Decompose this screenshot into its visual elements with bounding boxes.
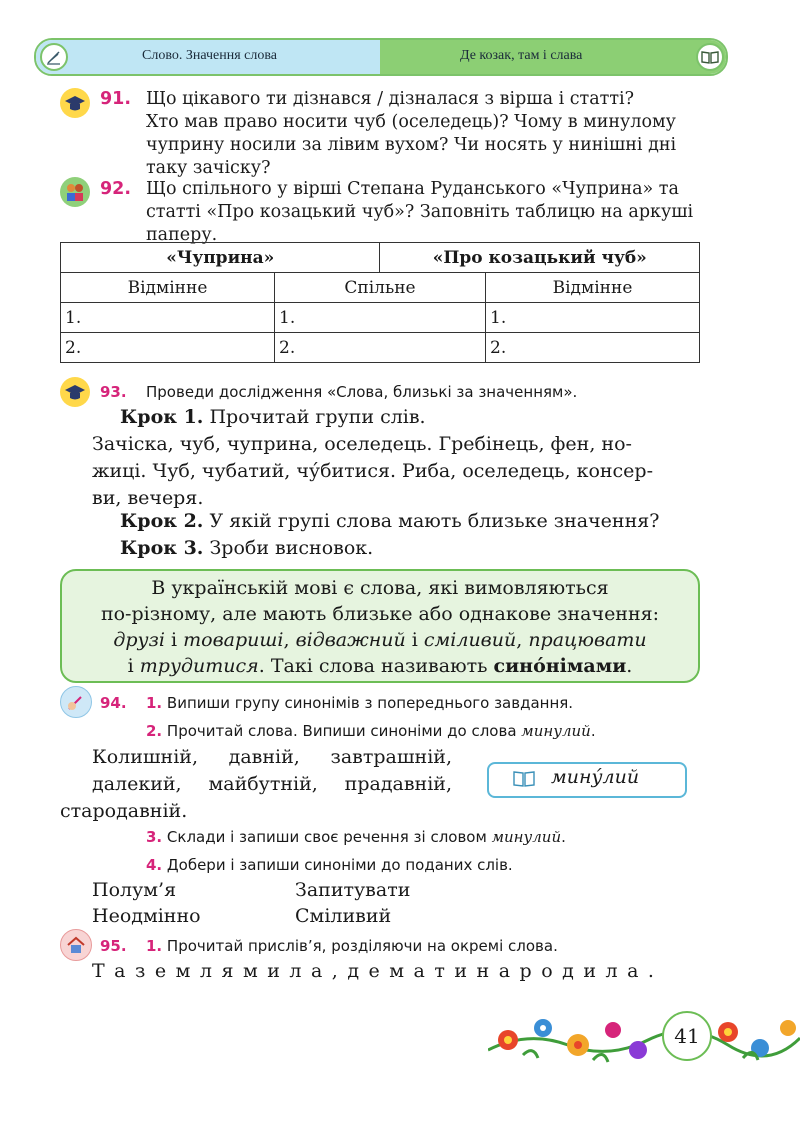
exercise-93-intro: Проведи дослідження «Слова, близькі за значенням».	[146, 383, 578, 401]
step-text: Прочитай групи слів.	[203, 406, 426, 428]
exercise-92-text	[146, 178, 706, 247]
text-line: Колишній, давній, завтрашній,	[92, 746, 452, 768]
word-groups	[92, 431, 700, 512]
book-icon	[513, 770, 535, 792]
text-line: ви, вечеря.	[92, 487, 204, 509]
step-2	[120, 508, 659, 535]
comparison-table	[60, 242, 700, 363]
exercise-92-number: 92.	[100, 179, 132, 199]
header-right-title: Де козак, там і слава	[460, 48, 583, 63]
home-icon	[60, 929, 92, 961]
table-header-left: «Чуприна»	[61, 243, 380, 273]
exercise-91-text	[146, 88, 706, 180]
rule-conclusion: і трудитися. Такі слова називають сино́німами.	[127, 655, 633, 677]
pair-word: Сміливий	[295, 905, 392, 927]
task-1: 1. Випиши групу синонімів з попереднього завдання.	[146, 694, 574, 712]
table-cell: 1.	[275, 303, 486, 333]
table-cell: 2.	[61, 333, 275, 363]
text-line: статті «Про козацький чуб»? Заповніть таблицю на аркуші	[146, 202, 694, 222]
task-4: 4. Добери і запиши синоніми до поданих слів.	[146, 856, 513, 874]
graduation-cap-icon	[60, 88, 90, 118]
table-cell: 1.	[61, 303, 275, 333]
text-line: чуприну носили за лівим вухом? Чи носять у нинішні дні	[146, 135, 677, 155]
book-icon	[696, 43, 724, 71]
writing-hand-icon	[60, 686, 92, 718]
text-line: Зачіска, чуб, чуприна, оселедець. Гребінець, фен, но-	[92, 433, 632, 455]
text-line: Що спільного у вірші Степана Руданського «Чуприна» та	[146, 179, 679, 199]
table-cell: 2.	[275, 333, 486, 363]
table-col-different-1: Відмінне	[61, 273, 275, 303]
step-3	[120, 535, 373, 562]
task-3: 3. Склади і запиши своє речення зі словом минулий.	[146, 828, 566, 846]
text-line: таку зачіску?	[146, 158, 271, 178]
step-text: У якій групі слова мають близьке значення?	[203, 510, 660, 532]
proverb-unspaced: Таземлямила,дематинародила.	[92, 960, 664, 982]
text-line: Що цікавого ти дізнався / дізналася з вірша і статті?	[146, 89, 634, 109]
exercise-93-number: 93.	[100, 383, 127, 401]
table-col-different-2: Відмінне	[486, 273, 700, 303]
task-2: 2. Прочитай слова. Випиши синоніми до слова минулий.	[146, 722, 596, 740]
page-header	[34, 38, 728, 76]
dictionary-word: мину́лий	[551, 766, 640, 788]
step-1	[120, 404, 426, 431]
table-cell: 1.	[486, 303, 700, 333]
pair-word: Запитувати	[295, 879, 411, 901]
step-text: Зроби висновок.	[203, 537, 374, 559]
exercise-95-number: 95.	[100, 937, 127, 955]
header-left-band	[36, 40, 380, 74]
text-line: паперу.	[146, 225, 218, 245]
task-1: 1. Прочитай прислів’я, розділяючи на окремі слова.	[146, 937, 558, 955]
rule-line: В українській мові є слова, які вимовляються	[151, 577, 609, 599]
pair-word: Полум’я	[92, 879, 177, 901]
step-label: Крок 3.	[120, 537, 204, 559]
synonym-words	[92, 744, 452, 798]
rule-box	[60, 569, 700, 683]
dictionary-word-box	[487, 762, 687, 798]
header-right-band	[380, 40, 726, 74]
step-label: Крок 2.	[120, 510, 204, 532]
exercise-94-number: 94.	[100, 694, 127, 712]
text-line: далекий, майбутній, прадавній,	[92, 773, 452, 795]
rule-examples: друзі і товариші, відважний і сміливий, працювати	[113, 629, 647, 651]
header-left-title: Слово. Значення слова	[142, 48, 278, 63]
graduation-cap-icon	[60, 377, 90, 407]
floral-ornament	[488, 1000, 800, 1070]
synonym-words-last: стародавній.	[60, 800, 188, 822]
text-line: Хто мав право носити чуб (оселедець)? Чому в минулому	[146, 112, 676, 132]
table-col-common: Спільне	[275, 273, 486, 303]
text-line: жиці. Чуб, чубатий, чу́битися. Риба, оселедець, консер-	[92, 460, 654, 482]
quill-icon	[40, 43, 68, 71]
page-number: 41	[662, 1011, 712, 1061]
pair-word: Неодмінно	[92, 905, 201, 927]
exercise-91-number: 91.	[100, 89, 132, 109]
rule-line: по-різному, але мають близьке або однакове значення:	[100, 603, 660, 625]
table-header-right: «Про козацький чуб»	[380, 243, 700, 273]
pair-work-icon	[60, 177, 90, 207]
table-cell: 2.	[486, 333, 700, 363]
step-label: Крок 1.	[120, 406, 204, 428]
